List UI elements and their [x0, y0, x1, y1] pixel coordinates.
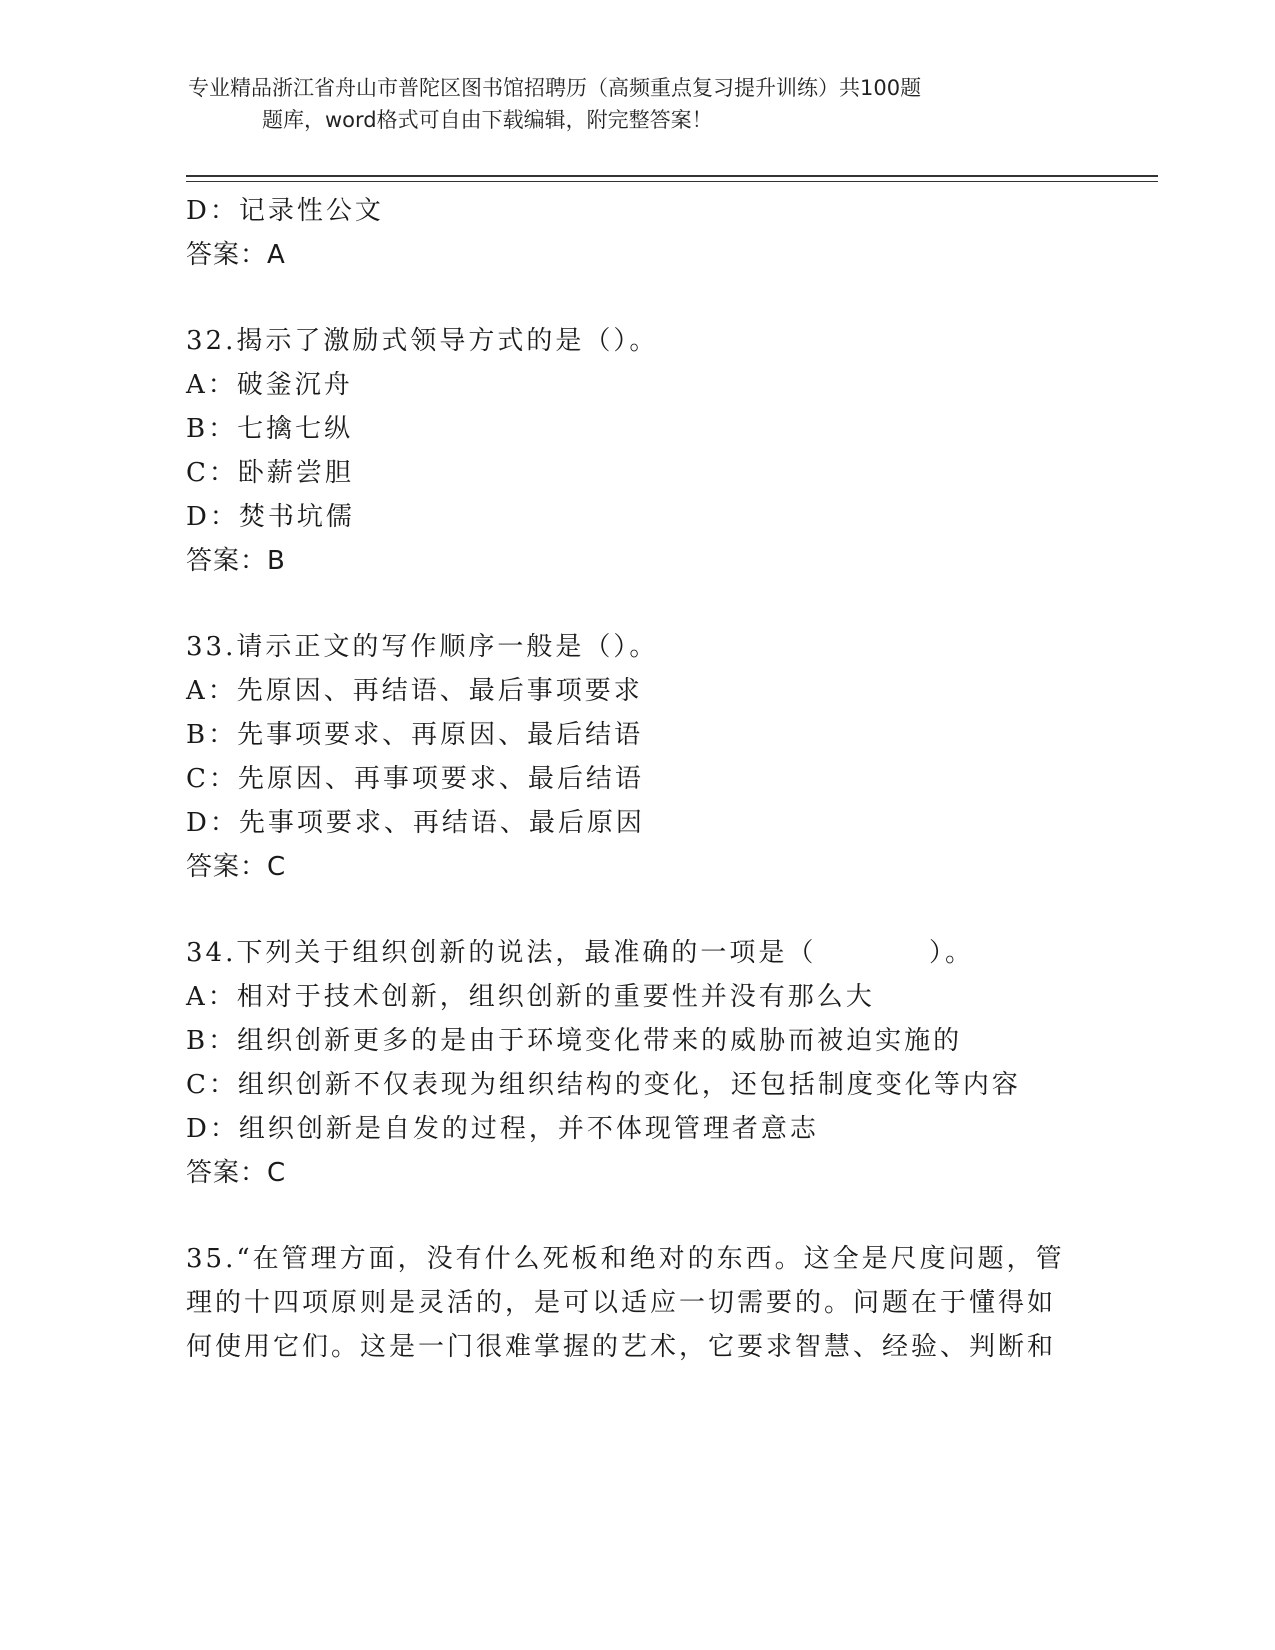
prev-answer: 答案：A: [186, 240, 286, 270]
prev-option-d: D：记录性公文: [186, 196, 384, 226]
question-34-answer: 答案：C: [186, 1158, 287, 1188]
question-33-option-c: C：先原因、再事项要求、最后结语: [186, 764, 644, 794]
question-34-option-a: A：相对于技术创新，组织创新的重要性并没有那么大: [186, 982, 875, 1012]
question-34-stem: 34.下列关于组织创新的说法，最准确的一项是（ ）。: [186, 938, 974, 968]
question-33-answer: 答案：C: [186, 852, 287, 882]
question-32-answer: 答案：B: [186, 546, 286, 576]
question-34-option-b: B：组织创新更多的是由于环境变化带来的威胁而被迫实施的: [186, 1026, 963, 1056]
question-32-option-b: B：七擒七纵: [186, 414, 354, 444]
header-divider-thin: [186, 181, 1158, 182]
header-title-line2: 题库，word格式可自由下载编辑，附完整答案！: [262, 108, 713, 132]
question-32-option-c: C：卧薪尝胆: [186, 458, 354, 488]
question-33-option-a: A：先原因、再结语、最后事项要求: [186, 676, 643, 706]
question-35-stem-line2: 理的十四项原则是灵活的，是可以适应一切需要的。问题在于懂得如: [186, 1288, 1057, 1318]
question-32-stem: 32.揭示了激励式领导方式的是（）。: [186, 326, 659, 356]
document-header: [188, 72, 1088, 136]
question-33-option-b: B：先事项要求、再原因、最后结语: [186, 720, 644, 750]
question-33-stem: 33.请示正文的写作顺序一般是（）。: [186, 632, 659, 662]
header-title-line1: 专业精品浙江省舟山市普陀区图书馆招聘历（高频重点复习提升训练）共100题: [188, 76, 922, 100]
header-divider-thick: [186, 175, 1158, 177]
question-33-option-d: D：先事项要求、再结语、最后原因: [186, 808, 645, 838]
question-35-stem-line3: 何使用它们。这是一门很难掌握的艺术，它要求智慧、经验、判断和: [186, 1332, 1057, 1362]
question-32-option-a: A：破釜沉舟: [186, 370, 353, 400]
question-34-option-d: D：组织创新是自发的过程，并不体现管理者意志: [186, 1114, 819, 1144]
question-34-option-c: C：组织创新不仅表现为组织结构的变化，还包括制度变化等内容: [186, 1070, 1021, 1100]
question-32-option-d: D：焚书坑儒: [186, 502, 355, 532]
question-35-stem-line1: 35.“在管理方面，没有什么死板和绝对的东西。这全是尺度问题，管: [186, 1244, 1065, 1274]
